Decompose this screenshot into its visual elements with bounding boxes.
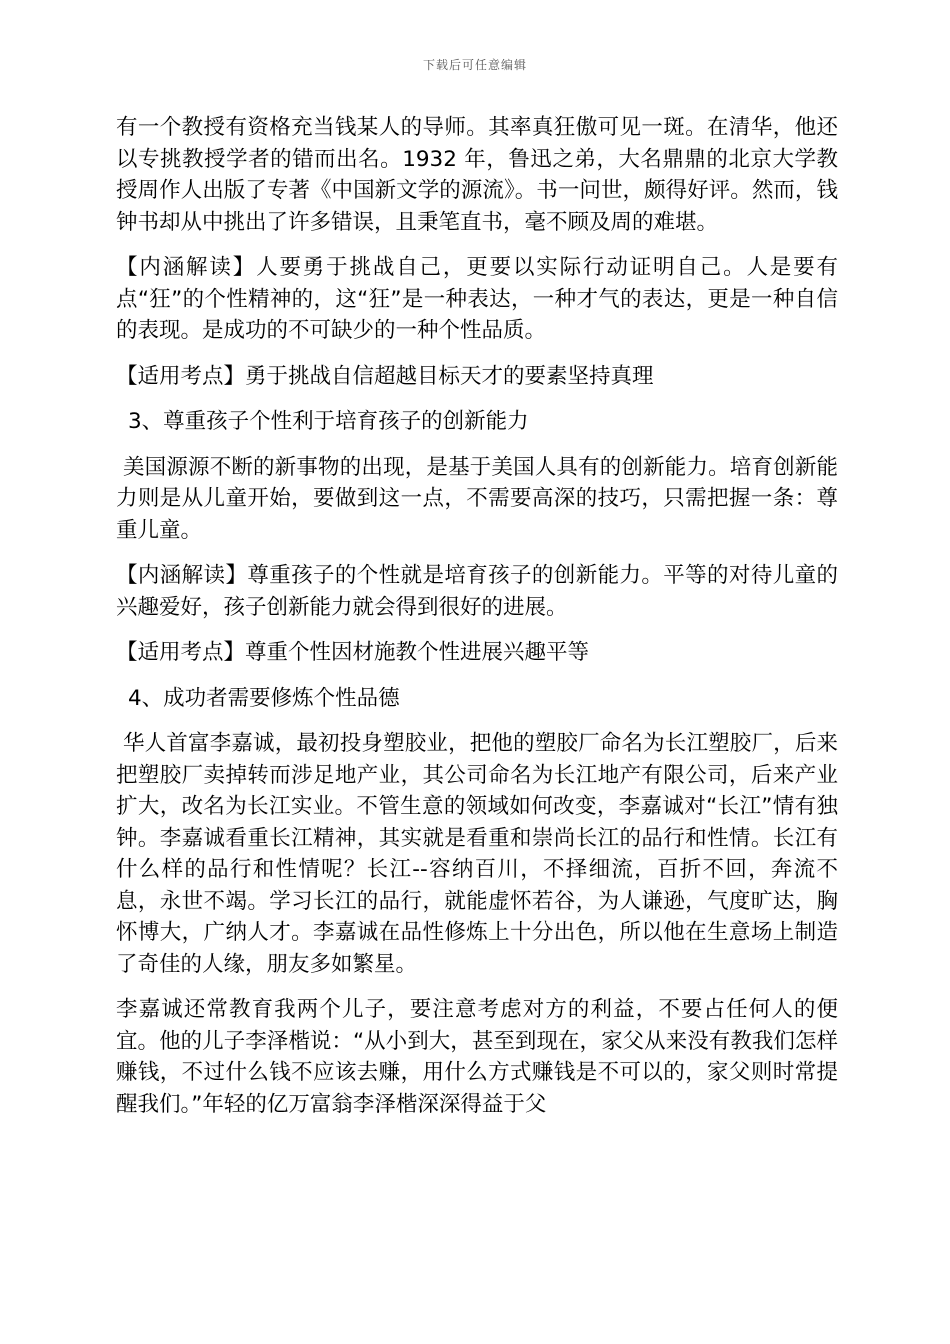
paragraph-applicable-points-2: 【适用考点】尊重个性因材施教个性进展兴趣平等 [116,640,590,665]
page-header: 下载后可任意编辑 [422,58,527,72]
paragraph-interpretation-2: 【内涵解读】尊重孩子的个性就是培育孩子的创新能力。平等的对待儿童的兴趣爱好，孩子创新能力就会得到很好的进展。 [116,563,838,620]
section-heading-3: 3、尊重孩子个性利于培育孩子的创新能力 [128,409,529,434]
paragraph-interpretation-1: 【内涵解读】人要勇于挑战自己，更要以实际行动证明自己。人是要有点“狂”的个性精神的，这“狂”是一种表达，一种才气的表达，更是一种自信的表现。是成功的不可缺少的一种个性品质。 [116,255,838,343]
paragraph-america-innovation: 美国源源不断的新事物的出现，是基于美国人具有的创新能力。培育创新能力则是从儿童开始，要做到这一点，不需要高深的技巧，只需把握一条：尊重儿童。 [116,454,838,543]
section-heading-4: 4、成功者需要修炼个性品德 [128,685,400,711]
document-body [116,112,838,1134]
paragraph-li-ka-shing-sons: 李嘉诚还常教育我两个儿子，要注意考虑对方的利益，不要占任何人的便宜。他的儿子李泽楷说：“从小到大，甚至到现在，家父从来没有教我们怎样赚钱，不过什么钱不应该去赚，用什么方式赚钱是不可以的，家父则时常提醒我们。”年轻的亿万富翁李泽楷深深得益于父 [116,997,838,1117]
paragraph-qian-zhongshu: 有一个教授有资格充当钱某人的导师。其率真狂傲可见一斑。在清华，他还以专挑教授学者的错而出名。1932 年，鲁迅之弟，大名鼎鼎的北京大学教授周作人出版了专著《中国新文学的源流》。书一问世，颇得好评。然而，钱钟书却从中挑出了许多错误，且秉笔直书，毫不顾及周的难堪。 [116,115,838,235]
paragraph-li-ka-shing: 华人首富李嘉诚，最初投身塑胶业，把他的塑胶厂命名为长江塑胶厂，后来把塑胶厂卖掉转而涉足地产业，其公司命名为长江地产有限公司，后来产业扩大，改名为长江实业。不管生意的领域如何改变，李嘉诚对“长江”情有独钟。李嘉诚看重长江精神，其实就是看重和崇尚长江的品行和性情。长江有什么样的品行和性情呢？长江--容纳百川，不择细流，百折不回，奔流不息，永世不竭。学习长江的品行，就能虚怀若谷，为人谦逊，气度旷达，胸怀博大，广纳人才。李嘉诚在品性修炼上十分出色，所以他在生意场上制造了奇佳的人缘，朋友多如繁星。 [116,731,838,977]
paragraph-applicable-points-1: 【适用考点】勇于挑战自信超越目标天才的要素坚持真理 [116,363,654,389]
